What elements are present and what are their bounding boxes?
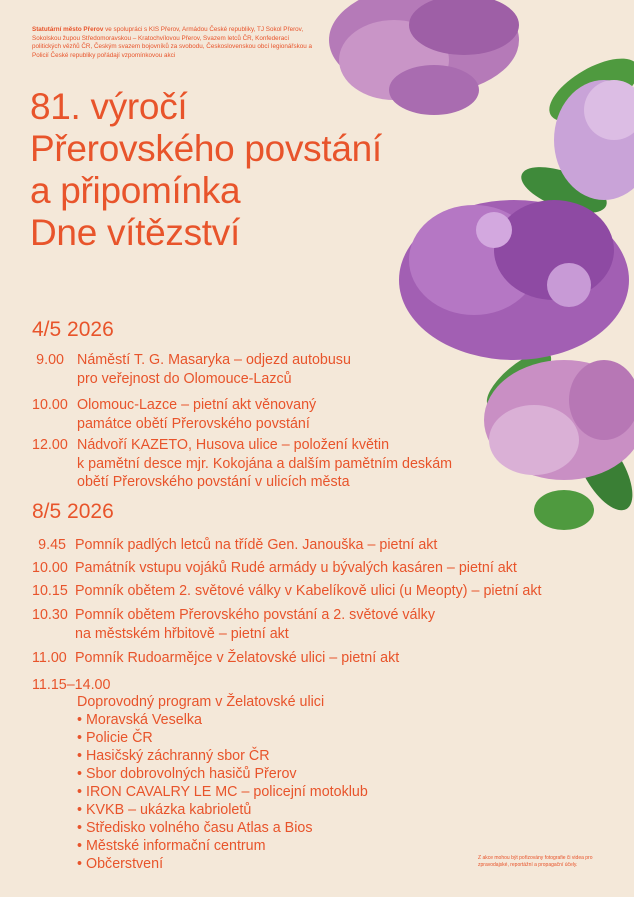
event-line: pro veřejnost do Olomouce-Lazců: [77, 370, 292, 387]
event-description: [75, 606, 615, 643]
title-line: a připomínka: [30, 170, 241, 211]
event-time: 10.00: [32, 397, 68, 413]
poster-title: [30, 86, 570, 254]
event-description: [77, 351, 557, 388]
event-time: 9.00: [36, 352, 64, 368]
event-line: Pomník obětem 2. světové války v Kabelíkově ulici (u Meopty) – pietní akt: [75, 583, 542, 599]
program-time: 11.15–14.00: [32, 677, 111, 693]
event-time: 10.15: [32, 583, 68, 599]
event-line: na městském hřbitově – pietní akt: [75, 625, 289, 642]
day-1-date: 4/5 2026: [32, 318, 114, 341]
list-item: • IRON CAVALRY LE MC – policejní motoklub: [77, 783, 477, 801]
event-line: Nádvoří KAZETO, Husova ulice – položení květin: [77, 437, 390, 453]
list-item: • Občerstvení: [77, 855, 477, 873]
event-line: památce obětí Přerovského povstání: [77, 415, 310, 432]
event-time: 12.00: [32, 437, 68, 453]
event-line: obětí Přerovského povstání v ulicích města: [77, 474, 350, 490]
title-line: Přerovského povstání: [30, 128, 382, 169]
list-item: • Městské informační centrum: [77, 837, 477, 855]
event-line: Pomník padlých letců na třídě Gen. Janouška – pietní akt: [75, 537, 438, 553]
event-description: [75, 559, 615, 578]
list-item: • Sbor dobrovolných hasičů Přerov: [77, 765, 477, 783]
event-description: [75, 649, 615, 668]
event-line: Náměstí T. G. Masaryka – odjezd autobusu: [77, 352, 351, 368]
event-description: [77, 436, 557, 492]
event-description: [77, 396, 557, 433]
event-description: [75, 582, 615, 601]
organizer-partners: ve spolupráci s KIS Přerov, Armádou České republiky, TJ Sokol Přerov, Sokolskou župou Středomoravskou – Kratochvílovou Přerov, Svazem letců ČR, Konfederací politických vězňů ČR, Českým svazem bojovníků za svobodu, Československou obcí legionářskou a Policií České republiky pořádají vzpomínkovou akci: [32, 26, 312, 59]
list-item: • Středisko volného času Atlas a Bios: [77, 819, 477, 837]
title-line: Dne vítězství: [30, 212, 240, 253]
event-line: Památník vstupu vojáků Rudé armády u bývalých kasáren – pietní akt: [75, 560, 517, 576]
footnote: Z akce mohou být pořizovány fotografie či videa pro zpravodajské, reportážní a propagační účely.: [478, 855, 593, 868]
list-item: • KVKB – ukázka kabrioletů: [77, 801, 477, 819]
event-line: Olomouc-Lazce – pietní akt věnovaný: [77, 397, 317, 413]
event-line: Pomník Rudoarmějce v Želatovské ulici – pietní akt: [75, 650, 400, 666]
title-line: 81. výročí: [30, 86, 188, 127]
event-time: 10.00: [32, 560, 68, 576]
event-line: Pomník obětem Přerovského povstání a 2. světové války: [75, 607, 435, 623]
organizer-name: Statutární město Přerov: [32, 26, 104, 33]
list-item: • Policie ČR: [77, 729, 477, 747]
event-line: k pamětní desce mjr. Kokojána a dalším pamětním deskám: [77, 455, 453, 472]
event-time: 9.45: [38, 537, 66, 553]
list-item: • Hasičský záchranný sbor ČR: [77, 747, 477, 765]
program-title: Doprovodný program v Želatovské ulici: [77, 694, 325, 710]
accompanying-program: [32, 676, 368, 872]
event-description: [75, 536, 615, 555]
event-time: 11.00: [32, 650, 67, 666]
event-time: 10.30: [32, 607, 68, 623]
organizers-text: [32, 26, 312, 60]
list-item: • Moravská Veselka: [77, 711, 477, 729]
program-description: [77, 693, 477, 873]
program-list: [77, 711, 477, 873]
day-2-date: 8/5 2026: [32, 500, 114, 523]
